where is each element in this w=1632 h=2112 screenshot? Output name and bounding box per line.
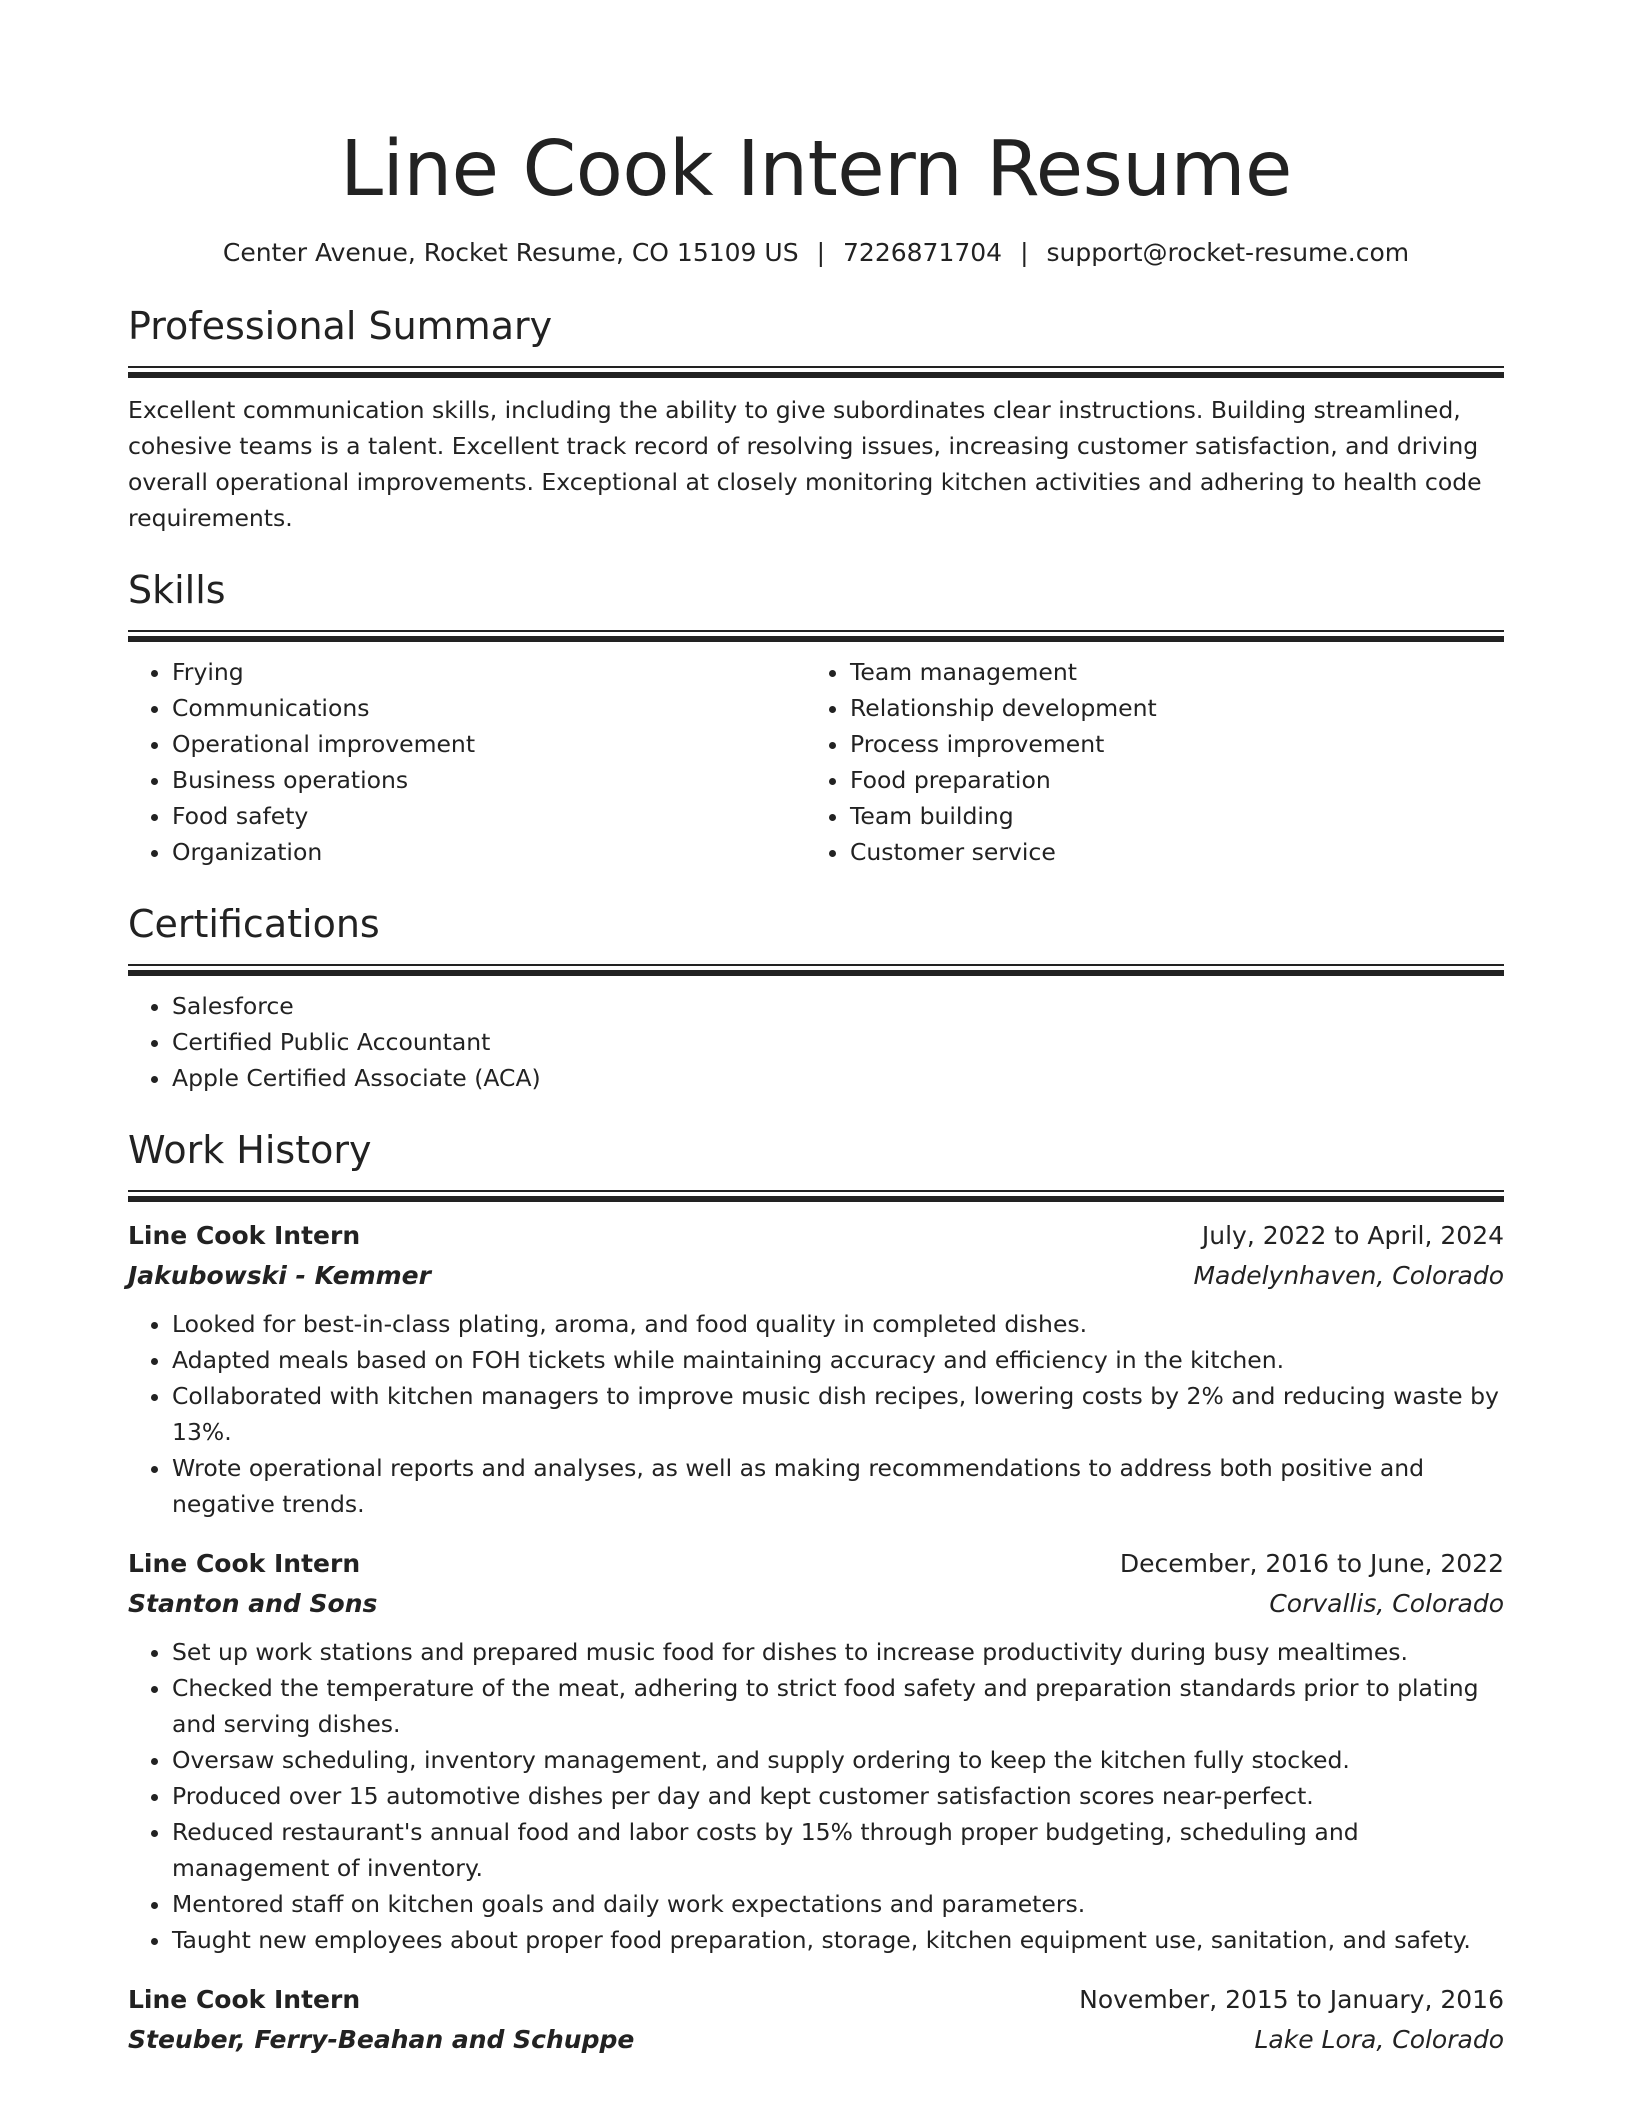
skill-item: • Frying bbox=[172, 654, 806, 690]
certification-item: • Certified Public Accountant bbox=[172, 1024, 1504, 1060]
job-bullet: • Taught new employees about proper food preparation, storage, kitchen equipment use, sanitation, and safety. bbox=[172, 1922, 1504, 1958]
job-entry bbox=[128, 1980, 1504, 2060]
job-dates: July, 2022 to April, 2024 bbox=[1201, 1221, 1504, 1250]
resume-page bbox=[128, 0, 1504, 2060]
job-company: Steuber, Ferry-Beahan and Schuppe bbox=[128, 2025, 635, 2054]
job-title: Line Cook Intern bbox=[128, 1985, 361, 2014]
skill-item: • Business operations bbox=[172, 762, 806, 798]
job-location: Madelynhaven, Colorado bbox=[1193, 1261, 1504, 1290]
job-bullet: • Produced over 15 automotive dishes per day and kept customer satisfaction scores near-perfect. bbox=[172, 1778, 1504, 1814]
skill-item: • Organization bbox=[172, 834, 806, 870]
job-header bbox=[128, 1216, 1504, 1256]
skill-item: • Process improvement bbox=[850, 726, 1484, 762]
job-bullet: • Reduced restaurant's annual food and labor costs by 15% through proper budgeting, scheduling and management of inventory. bbox=[172, 1814, 1504, 1886]
summary-section bbox=[128, 302, 1504, 536]
job-header bbox=[128, 1544, 1504, 1584]
skill-item: • Operational improvement bbox=[172, 726, 806, 762]
job-bullet: • Checked the temperature of the meat, adhering to strict food safety and preparation standards prior to plating and serving dishes. bbox=[172, 1670, 1504, 1742]
job-dates: December, 2016 to June, 2022 bbox=[1119, 1549, 1504, 1578]
job-location: Corvallis, Colorado bbox=[1269, 1589, 1504, 1618]
skill-item: • Relationship development bbox=[850, 690, 1484, 726]
job-title: Line Cook Intern bbox=[128, 1549, 361, 1578]
skills-heading: Skills bbox=[128, 568, 226, 612]
job-header bbox=[128, 1980, 1504, 2020]
work-history-section bbox=[128, 1126, 1504, 2060]
certification-item: • Apple Certified Associate (ACA) bbox=[172, 1060, 1504, 1096]
job-subheader bbox=[128, 1256, 1504, 1296]
skills-section bbox=[128, 566, 1504, 870]
job-subheader bbox=[128, 1584, 1504, 1624]
job-bullet: • Mentored staff on kitchen goals and daily work expectations and parameters. bbox=[172, 1886, 1504, 1922]
job-bullets bbox=[128, 1634, 1504, 1958]
job-bullet: • Adapted meals based on FOH tickets while maintaining accuracy and efficiency in the kitchen. bbox=[172, 1342, 1504, 1378]
job-location: Lake Lora, Colorado bbox=[1254, 2025, 1504, 2054]
section-divider bbox=[128, 630, 1504, 642]
contact-address: Center Avenue, Rocket Resume, CO 15109 US bbox=[222, 238, 799, 267]
work-history-heading: Work History bbox=[128, 1128, 372, 1172]
resume-title: Line Cook Intern Resume bbox=[340, 125, 1292, 214]
skill-item: • Team building bbox=[850, 798, 1484, 834]
skill-item: • Customer service bbox=[850, 834, 1484, 870]
skill-item: • Food preparation bbox=[850, 762, 1484, 798]
job-subheader bbox=[128, 2020, 1504, 2060]
certification-item: • Salesforce bbox=[172, 988, 1504, 1024]
certifications-section bbox=[128, 900, 1504, 1096]
section-divider bbox=[128, 366, 1504, 378]
job-entry bbox=[128, 1216, 1504, 1522]
skill-item: • Communications bbox=[172, 690, 806, 726]
summary-text: Excellent communication skills, including the ability to give subordinates clear instructions. Building streamlined, cohesive teams is a talent. Excellent track record of resolving issues, increasing customer satisfaction, and driving overall operational improvements. Exceptional at closely monitoring kitchen activities and adhering to health code requirements. bbox=[128, 396, 1482, 532]
summary-heading: Professional Summary bbox=[128, 304, 553, 348]
certifications-heading: Certifications bbox=[128, 902, 380, 946]
contact-separator: | bbox=[1020, 238, 1029, 267]
skills-list-left bbox=[128, 654, 806, 870]
job-bullet: • Collaborated with kitchen managers to improve music dish recipes, lowering costs by 2% and reducing waste by 13%. bbox=[172, 1378, 1504, 1450]
section-divider bbox=[128, 1190, 1504, 1202]
job-dates: November, 2015 to January, 2016 bbox=[1079, 1985, 1504, 2014]
job-bullets bbox=[128, 1306, 1504, 1522]
skill-item: • Team management bbox=[850, 654, 1484, 690]
certifications-list bbox=[128, 988, 1504, 1096]
job-bullet: • Oversaw scheduling, inventory management, and supply ordering to keep the kitchen fully stocked. bbox=[172, 1742, 1504, 1778]
contact-line bbox=[128, 236, 1504, 270]
contact-separator: | bbox=[816, 238, 826, 267]
contact-phone: 7226871704 bbox=[843, 238, 1003, 267]
skills-grid bbox=[128, 654, 1504, 870]
job-bullet: • Set up work stations and prepared music food for dishes to increase productivity during busy mealtimes. bbox=[172, 1634, 1504, 1670]
job-bullet: • Wrote operational reports and analyses, as well as making recommendations to address both positive and negative trends. bbox=[172, 1450, 1504, 1522]
skill-item: • Food safety bbox=[172, 798, 806, 834]
job-bullet: • Looked for best-in-class plating, aroma, and food quality in completed dishes. bbox=[172, 1306, 1504, 1342]
section-divider bbox=[128, 964, 1504, 976]
job-title: Line Cook Intern bbox=[128, 1221, 361, 1250]
job-company: Jakubowski - Kemmer bbox=[128, 1261, 431, 1290]
skills-list-right bbox=[806, 654, 1484, 870]
contact-email: support@rocket-resume.com bbox=[1046, 238, 1410, 267]
job-entry bbox=[128, 1544, 1504, 1958]
job-company: Stanton and Sons bbox=[128, 1589, 378, 1618]
